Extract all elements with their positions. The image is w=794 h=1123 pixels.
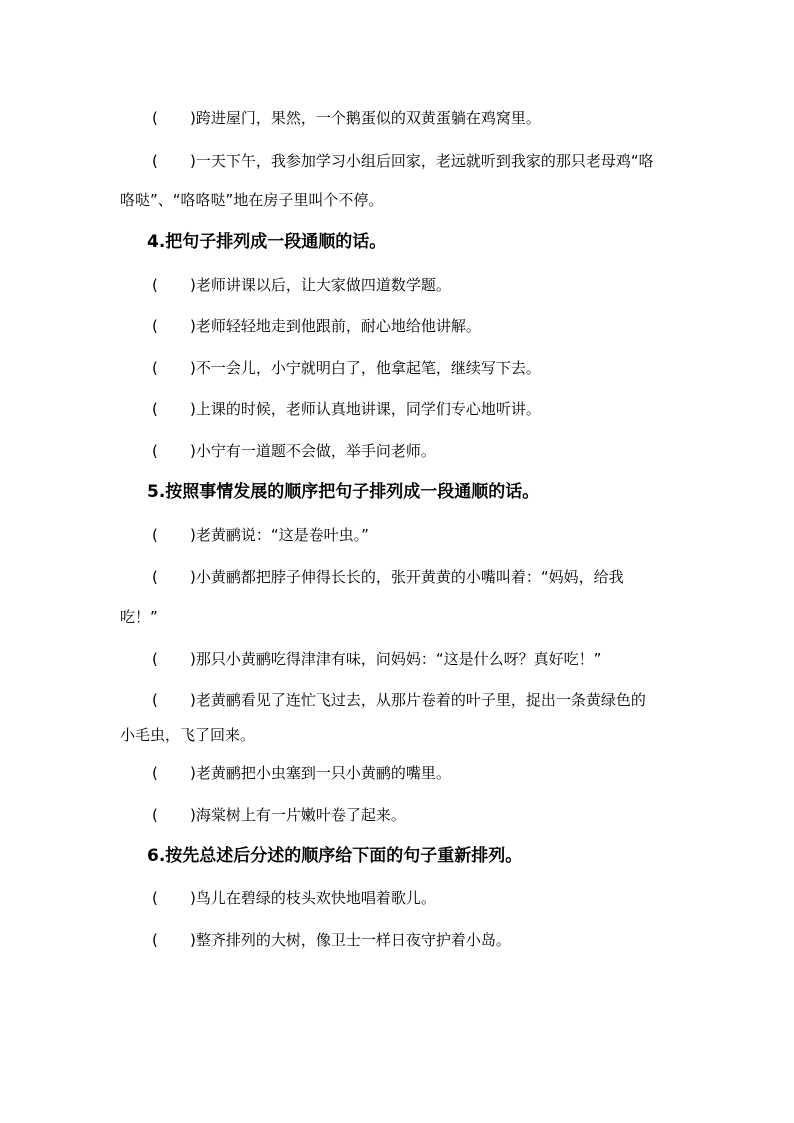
answer-blank[interactable]: ( — [152, 931, 158, 949]
ordering-item — [152, 763, 451, 783]
answer-blank[interactable]: ( — [152, 568, 158, 586]
ordering-item — [152, 805, 406, 825]
item-text: )海棠树上有一片嫩叶卷了起来。 — [190, 806, 406, 824]
item-text: )老黄鹂把小虫塞到一只小黄鹂的嘴里。 — [190, 764, 451, 782]
ordering-item — [152, 316, 481, 336]
item-text: )小宁有一道题不会做，举手问老师。 — [190, 442, 436, 460]
ordering-item — [152, 151, 654, 171]
answer-blank[interactable]: ( — [152, 317, 158, 335]
answer-blank[interactable]: ( — [152, 276, 158, 294]
ordering-item — [152, 567, 624, 587]
item-text: )上课的时候，老师认真地讲课，同学们专心地听讲。 — [190, 400, 541, 418]
item-text: )老黄鹂看见了连忙飞过去，从那片卷着的叶子里，捉出一条黄绿色的 — [190, 691, 646, 709]
item-text-continuation: 吃！” — [120, 608, 158, 626]
item-text: )跨进屋门，果然，一个鹅蛋似的双黄蛋躺在鸡窝里。 — [190, 109, 541, 127]
answer-blank[interactable]: ( — [152, 109, 158, 127]
ordering-item — [152, 441, 436, 461]
answer-blank[interactable]: ( — [152, 764, 158, 782]
item-text: )鸟儿在碧绿的枝头欢快地唱着歌儿。 — [190, 889, 436, 907]
item-text: )一天下午，我参加学习小组后回家，老远就听到我家的那只老母鸡“咯 — [190, 152, 654, 170]
answer-blank[interactable]: ( — [152, 650, 158, 668]
answer-blank[interactable]: ( — [152, 442, 158, 460]
ordering-item — [152, 525, 369, 545]
answer-blank[interactable]: ( — [152, 400, 158, 418]
question-heading: 5.按照事情发展的顺序把句子排列成一段通顺的话。 — [147, 482, 540, 502]
answer-blank[interactable]: ( — [152, 526, 158, 544]
ordering-item — [152, 690, 646, 710]
ordering-item — [152, 649, 601, 669]
item-text: )不一会儿，小宁就明白了，他拿起笔，继续写下去。 — [190, 359, 541, 377]
item-text: )那只小黄鹂吃得津津有味，问妈妈：“这是什么呀？真好吃！” — [190, 650, 602, 668]
answer-blank[interactable]: ( — [152, 691, 158, 709]
item-text-continuation: 咯哒”、“咯咯哒”地在房子里叫个不停。 — [120, 191, 384, 209]
ordering-item — [152, 399, 541, 419]
item-text: )老黄鹂说：“这是卷叶虫。” — [190, 526, 369, 544]
item-text-continuation: 小毛虫，飞了回来。 — [120, 726, 256, 744]
ordering-item — [152, 108, 541, 128]
answer-blank[interactable]: ( — [152, 359, 158, 377]
item-text: )老师轻轻地走到他跟前，耐心地给他讲解。 — [190, 317, 481, 335]
answer-blank[interactable]: ( — [152, 152, 158, 170]
answer-blank[interactable]: ( — [152, 806, 158, 824]
question-heading: 6.按先总述后分述的顺序给下面的句子重新排列。 — [147, 846, 523, 866]
item-text: )老师讲课以后，让大家做四道数学题。 — [190, 276, 451, 294]
ordering-item — [152, 275, 451, 295]
answer-blank[interactable]: ( — [152, 889, 158, 907]
question-heading: 4.把句子排列成一段通顺的话。 — [147, 232, 387, 252]
ordering-item — [152, 358, 541, 378]
item-text: )整齐排列的大树，像卫士一样日夜守护着小岛。 — [190, 931, 511, 949]
ordering-item — [152, 888, 436, 908]
item-text: )小黄鹂都把脖子伸得长长的，张开黄黄的小嘴叫着：“妈妈，给我 — [190, 568, 624, 586]
ordering-item — [152, 930, 511, 950]
